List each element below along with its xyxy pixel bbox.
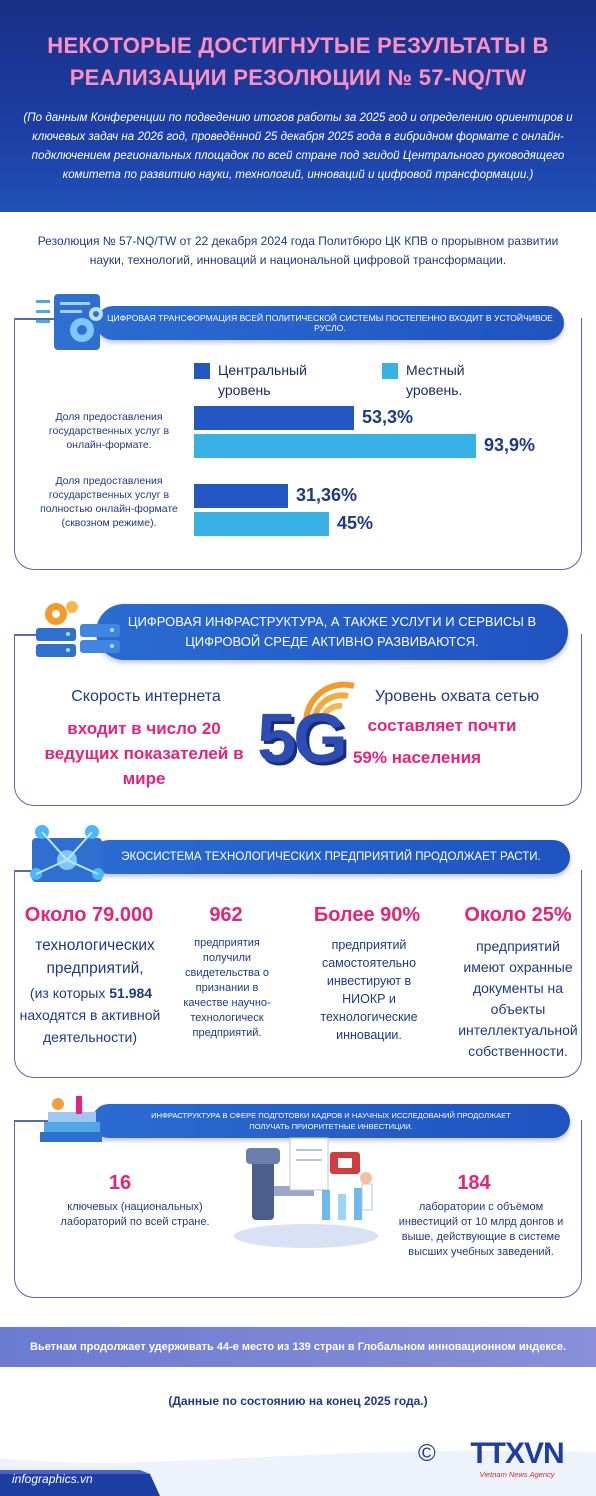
logo-text: TTXVN <box>470 1437 564 1470</box>
stat2-text: предприятия получили свидетельства о признании в качестве научно-технологическ предприятий. <box>183 937 271 1039</box>
section1-banner-text: ЦИФРОВАЯ ТРАНСФОРМАЦИЯ ВСЕЙ ПОЛИТИЧЕСКОЙ СИСТЕМЫ ПОСТЕПЕННО ВХОДИТ В УСТОЙЧИВОЕ РУСЛО. <box>107 313 553 333</box>
bar-value-local-2: 45% <box>337 513 374 533</box>
legend-central-label: Центральный уровень <box>218 362 307 398</box>
stat1-number: Около 79.000 <box>24 904 154 926</box>
ranking-text: Вьетнам продолжает удерживать 44-е место из 139 стран в Глобальном инновационном индексе. <box>29 1341 567 1353</box>
bar-value-local-1: 93,9% <box>484 435 536 455</box>
ttxvn-logo <box>452 1438 582 1479</box>
bar-local-1 <box>194 434 476 458</box>
network-nodes-icon <box>24 822 110 888</box>
stat3-number <box>310 904 424 927</box>
labs-university-number: 184 <box>457 1172 491 1194</box>
stat3-value: 90% <box>380 904 421 926</box>
stat4-value: 25% <box>531 904 572 926</box>
stat1-text-b-prefix: (из которых <box>29 985 106 1001</box>
page-title <box>0 30 596 94</box>
internet-speed-title: Скорость интернета <box>71 688 221 705</box>
coverage-value-2: 59% населения <box>352 748 482 767</box>
bar-local-2 <box>194 512 329 536</box>
labs-national-text: ключевых (национальных) лабораторий по всей стране. <box>60 1201 210 1228</box>
books-microscope-icon <box>36 1092 110 1152</box>
category-label-2: Доля предоставления государственных услуг в полностью онлайн-формате (сквозном режиме). <box>40 475 178 529</box>
section3-banner-text: ЭКОСИСТЕМА ТЕХНОЛОГИЧЕСКИХ ПРЕДПРИЯТИЙ ПРОДОЛЖАЕТ РАСТИ. <box>121 851 541 863</box>
legend-local-swatch <box>382 363 398 379</box>
header-band <box>0 0 596 212</box>
bar-value-central-1: 53,3% <box>362 407 414 427</box>
category-label-1: Доля предоставления государственных услуг в онлайн-формате. <box>48 411 170 451</box>
labs-university-text: лаборатории с объёмом инвестиций от 10 млрд донгов и выше, действующие в системе высших учебных заведений. <box>398 1201 564 1258</box>
stat4-text: предприятий имеют охранные документы на объекты интеллектуальной собственности. <box>458 938 578 1059</box>
laboratory-illustration <box>226 1128 382 1252</box>
stat3-text: предприятий самостоятельно инвестируют в НИОКР и технологические инновации. <box>320 938 418 1042</box>
server-gear-icon <box>30 598 126 668</box>
stat2-number: 962 <box>209 904 243 926</box>
title-line-1: НЕКОТОРЫЕ ДОСТИГНУТЫЕ РЕЗУЛЬТАТЫ В <box>47 33 549 58</box>
stat1-text-b <box>16 982 166 1004</box>
copyright-symbol: © <box>418 1440 436 1467</box>
bar-central-2 <box>194 484 288 508</box>
section1-banner <box>96 306 564 340</box>
gear-document-icon <box>34 290 110 354</box>
coverage-value-1: составляет почти <box>367 716 517 735</box>
ranking-band <box>0 1327 596 1367</box>
5g-label: 5G <box>257 699 345 777</box>
stat1-text-a: технологических предприятий, <box>35 937 155 977</box>
page-subtitle: (По данным Конференции по подведению итогов работы за 2025 год и определению ориентиров и ключевых задач на 2026 год, проведённой 25 декабря 2025 года в гибридном формате с онлайн-подключением региональных площадок по всей стране под эгидой Центрального руководящего комитета по развитию науки, технологий, инноваций и цифровой трансформации.) <box>23 111 573 181</box>
section3-banner <box>92 840 570 874</box>
labs-national-number: 16 <box>108 1172 132 1194</box>
bar-central-1 <box>194 406 354 430</box>
intro-text: Резолюция № 57-NQ/TW от 22 декабря 2024 года Политбюро ЦК КПВ о прорывном развитии науки, технологий, инноваций и национальной цифровой трансформации. <box>37 234 559 267</box>
internet-speed-value: входит в число 20 ведущих показателей в мире <box>44 719 244 788</box>
logo-subtext: Vietnam News Agency <box>479 1470 555 1479</box>
bar-value-central-2: 31,36% <box>296 485 358 505</box>
section4-banner-text: ИНФРАСТРУКТУРА В СФЕРЕ ПОДГОТОВКИ КАДРОВ И НАУЧНЫХ ИССЛЕДОВАНИЙ ПРОДОЛЖАЕТ ПОЛУЧАТЬ ПРИОРИТЕТНЫЕ ИНВЕСТИЦИИ. <box>151 1111 511 1131</box>
title-line-2: РЕАЛИЗАЦИИ РЕЗОЛЮЦИИ № 57-NQ/TW <box>69 65 527 90</box>
legend-central-swatch <box>194 363 210 379</box>
stat1-text-b-number: 51.984 <box>109 985 153 1001</box>
stat4-number <box>456 904 580 927</box>
stat3-prefix: Более <box>313 904 375 926</box>
site-label: infographics.vn <box>12 1472 93 1486</box>
data-note: (Данные по состоянию на конец 2025 года.) <box>168 1394 428 1408</box>
stat4-prefix: Около <box>464 904 527 926</box>
stat1-text-c: находятся в активной деятельности) <box>19 1007 161 1045</box>
section2-banner-text: ЦИФРОВАЯ ИНФРАСТРУКТУРА, А ТАКЖЕ УСЛУГИ И СЕРВИСЫ В ЦИФРОВОЙ СРЕДЕ АКТИВНО РАЗВИВАЮТСЯ. <box>127 614 537 649</box>
coverage-title: Уровень охвата сетью <box>374 688 540 705</box>
section2-banner <box>96 604 568 660</box>
legend-local-label: Местный уровень. <box>406 362 465 398</box>
